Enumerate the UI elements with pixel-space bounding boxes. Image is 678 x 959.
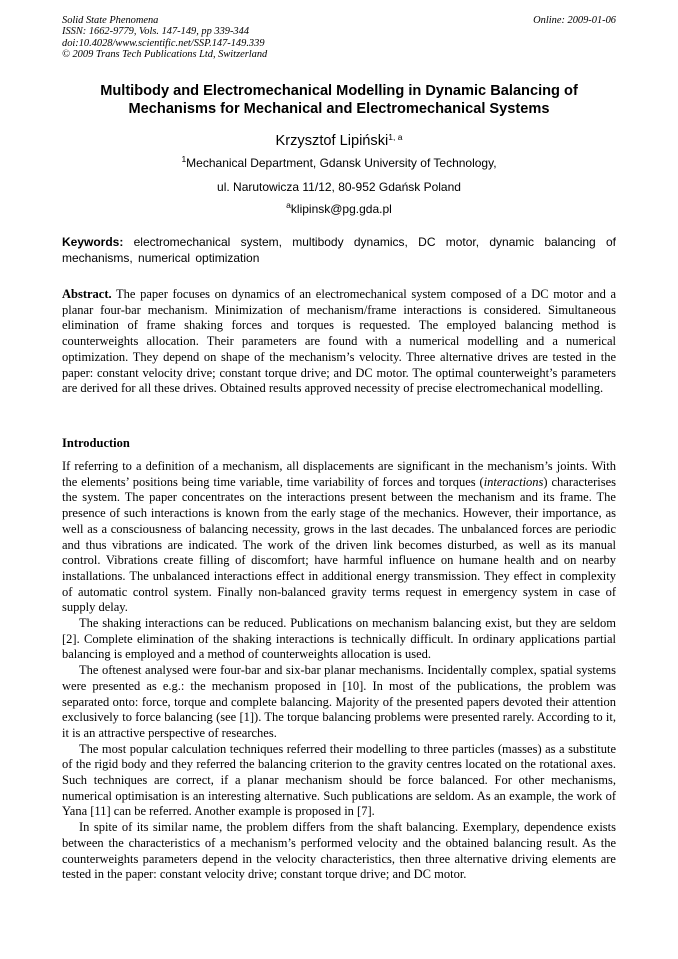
author-superscript: 1, a xyxy=(388,132,403,142)
keywords-text: electromechanical system, multibody dynamics, DC motor, dynamic balancing of mechanisms, numerical optimization xyxy=(62,235,616,265)
introduction-body xyxy=(62,459,616,883)
intro-paragraph-4: The most popular calculation techniques referred their modelling to three particles (masses) as a substitute of the rigid body and they referred the balancing criterion to the gravity centres located on the rotational axes. Such techniques are correct, if a planar mechanism should be force balanced. For other mechanisms, numerical optimisation is an interesting alternative. Such publications are seldom. As an example, the work of Yana [11] can be referred. Another example is proposed in [7]. xyxy=(62,741,616,819)
author-email: klipinsk@pg.gda.pl xyxy=(290,202,392,216)
online-date: Online: 2009-01-06 xyxy=(533,15,616,26)
keywords-label: Keywords: xyxy=(62,235,124,249)
affiliation-department: Mechanical Department, Gdansk University of Technology, xyxy=(186,156,497,170)
affiliation-email-line xyxy=(62,202,616,216)
journal-name: Solid State Phenomena xyxy=(62,15,159,26)
abstract-label: Abstract. xyxy=(62,287,112,301)
author-name: Krzysztof Lipiński xyxy=(275,133,389,149)
paper-title: Multibody and Electromechanical Modelling in Dynamic Balancing of Mechanisms for Mechanical and Electromechanical Systems xyxy=(100,83,578,117)
affiliation-line-1 xyxy=(62,156,616,170)
copyright-line: © 2009 Trans Tech Publications Ltd, Switzerland xyxy=(62,48,268,60)
intro-paragraph-1 xyxy=(62,459,616,616)
abstract-text: The paper focuses on dynamics of an electromechanical system composed of a DC motor and a planar four-bar mechanism. Minimization of mechanism/frame interactions is considered. Simultaneous elimination of frame shaking forces and torques is requested. The employed balancing method is counterweights allocation. Their parameters are found with a numerical modelling and a numerical optimization. They depend on shape of the mechanism’s velocity. Three alternative drives are tested in the paper: constant velocity drive; constant torque drive; and DC motor. The optimal counterweight’s parameters are derived for all these drives. Obtained results approved necessity of precise electromechanical modelling. xyxy=(62,287,616,396)
email-superscript: a xyxy=(286,200,291,210)
intro-paragraph-3: The oftenest analysed were four-bar and six-bar planar mechanisms. Incidentally complex, spatial systems were presented as e.g.: the mechanism proposed in [10]. In most of the publications, the problem was separated onto: force, torque and complete balancing. Majority of the presented papers devoted their attention exclusively to force balancing (see [1]). The torque balancing problems were presented rarely. According to it, it is an attractive perspective of researches. xyxy=(62,663,616,740)
journal-info xyxy=(62,15,267,60)
author-line xyxy=(62,132,616,150)
introduction-heading: Introduction xyxy=(62,436,130,450)
journal-header xyxy=(62,15,616,60)
intro-p1-italic: interactions xyxy=(483,474,544,489)
keywords-paragraph xyxy=(62,235,616,267)
intro-p1-before: If referring to a definition of a mechanism, all displacements are significant in the mechanism’s joints. With the elements’ positions being time variable, time variability of forces and torques ( xyxy=(62,459,616,489)
affiliation-superscript-1: 1 xyxy=(181,154,187,164)
intro-paragraph-5: In spite of its similar name, the problem differs from the shaft balancing. Exemplary, dependence exists between the characteristics of a mechanism’s performed velocity and the obtained balancing result. As the counterweights parameters depend in the velocity characteristics, then three alternative driving elements are tested in the paper: constant velocity drive; constant torque drive; and DC motor. xyxy=(62,820,616,882)
intro-paragraph-2: The shaking interactions can be reduced. Publications on mechanism balancing exist, but they are seldom [2]. Complete elimination of the shaking interactions is technically difficult. In ordinary applications partial balancing is employed and a method of counterweights allocation is used. xyxy=(62,616,616,662)
affiliation-line-2: ul. Narutowicza 11/12, 80-952 Gdańsk Poland xyxy=(217,180,461,194)
issn-line: ISSN: 1662-9779, Vols. 147-149, pp 339-344 xyxy=(62,26,250,38)
abstract-paragraph xyxy=(62,287,616,397)
doi-line: doi:10.4028/www.scientific.net/SSP.147-149.339 xyxy=(62,37,265,49)
intro-p1-after: ) characterises the system. The paper concentrates on the interactions present between the mechanism and its frame. The presence of such interactions is known from the early stage of the mechanics. However, their importance, as well as a consciousness of balancing necessity, grows in the last decades. The unbalanced forces are periodic and thus vibrations are indicated. The work of the driven link becomes disturbed, as well as its manual control. Vibrations create filling of discomfort; have harmful influence on humane health and on nearby installations. The unbalanced interactions effect in additional energy transmission. They effect in complexity of automatic control system. Finally non-balanced gravity terms request in emergency system in case of supply delay. xyxy=(62,474,616,615)
